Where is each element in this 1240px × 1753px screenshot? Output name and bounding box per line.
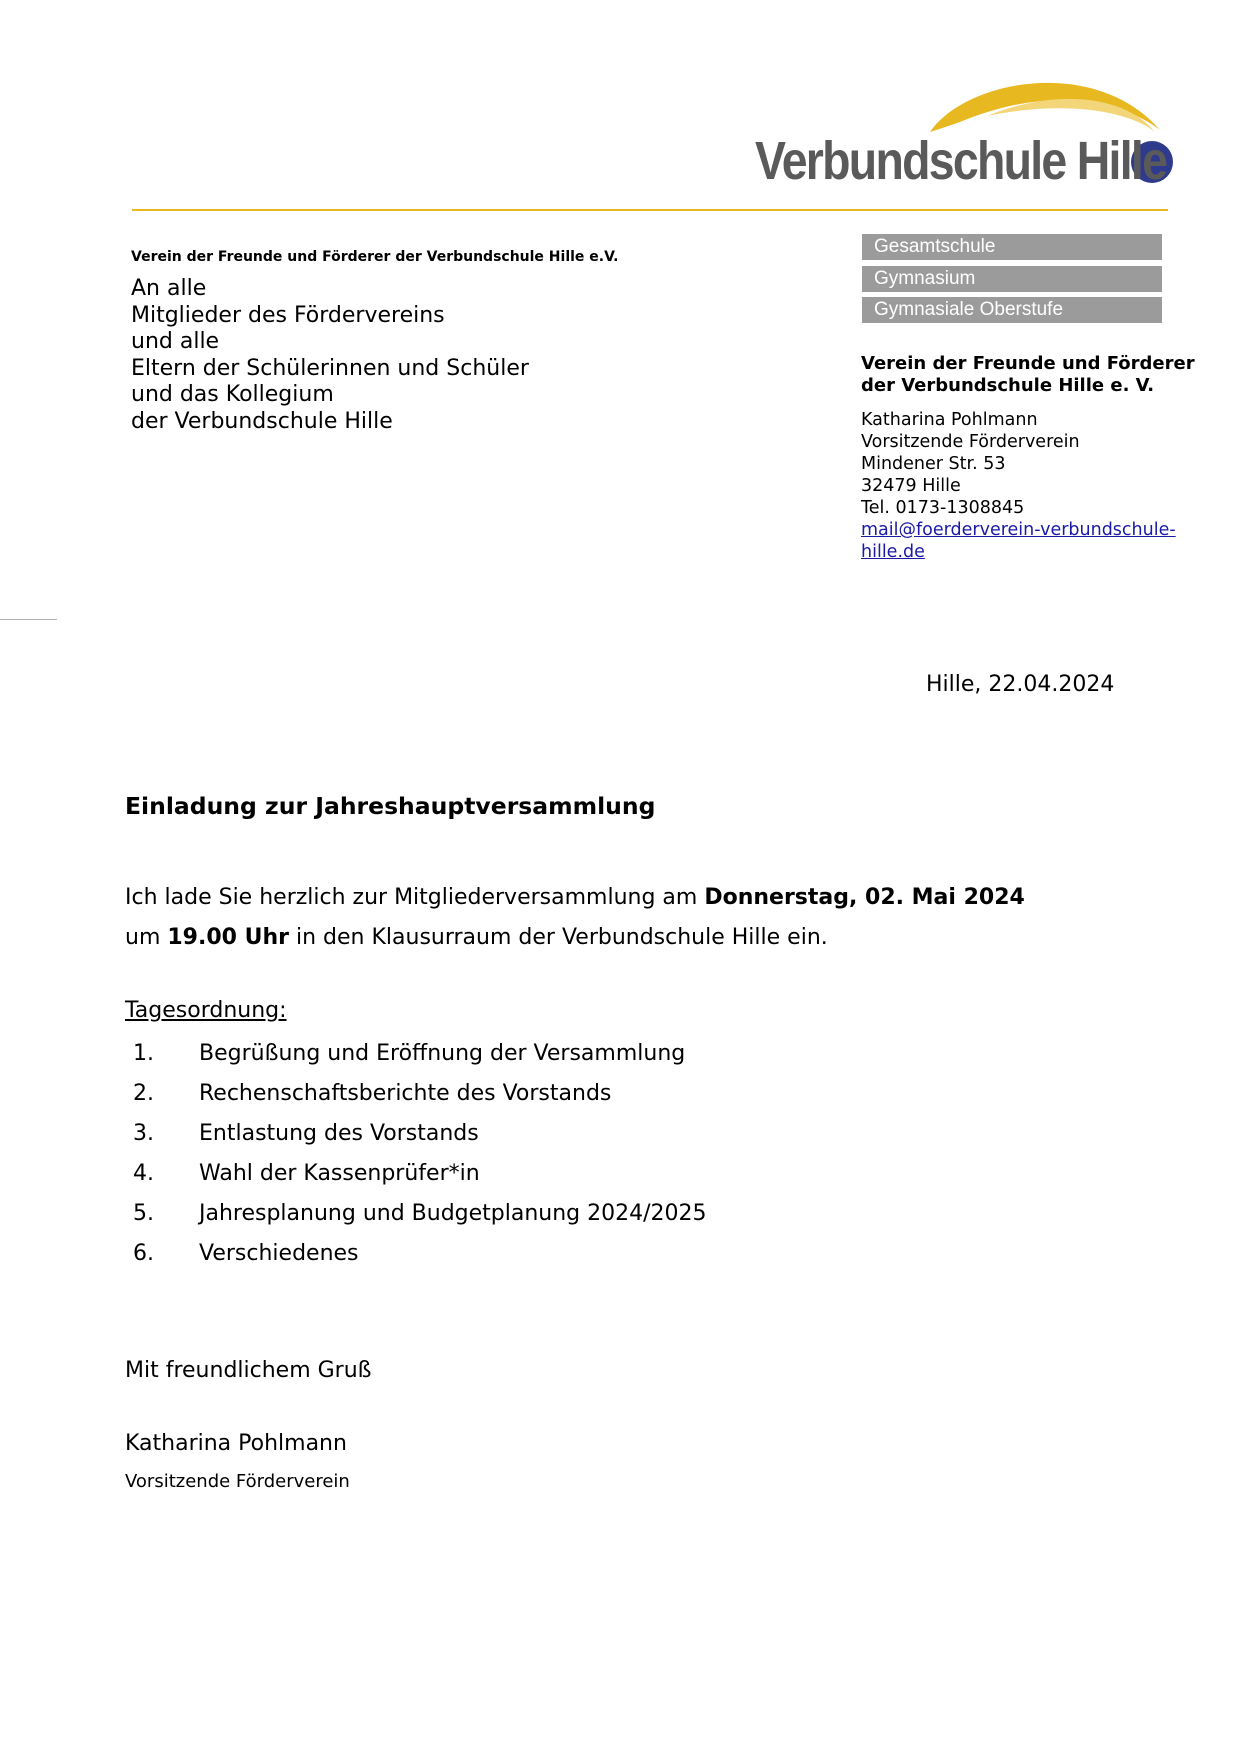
agenda-item — [125, 1034, 707, 1074]
contact-street: Mindener Str. 53 — [861, 454, 1006, 474]
sender-return-address: Verein der Freunde und Förderer der Verbundschule Hille e.V. — [131, 249, 619, 265]
agenda-text: Entlastung des Vorstands — [199, 1121, 479, 1146]
association-name-line: Verein der Freunde und Förderer — [861, 353, 1195, 374]
contact-details — [861, 409, 1195, 563]
contact-role: Vorsitzende Förderverein — [861, 432, 1080, 452]
recipient-address — [131, 276, 529, 436]
contact-name: Katharina Pohlmann — [861, 410, 1038, 430]
agenda-list — [125, 1034, 707, 1274]
contact-city: 32479 Hille — [861, 476, 961, 496]
agenda-number: 1. — [133, 1041, 154, 1066]
recipient-line: der Verbundschule Hille — [131, 408, 393, 434]
school-type-gymnasium: Gymnasium — [862, 266, 1162, 292]
closing-greeting: Mit freundlichem Gruß — [125, 1358, 372, 1383]
fold-mark — [0, 619, 57, 620]
body-line — [125, 878, 1025, 918]
agenda-text: Begrüßung und Eröffnung der Versammlung — [199, 1041, 686, 1066]
agenda-number: 3. — [133, 1121, 154, 1146]
agenda-item — [125, 1074, 707, 1114]
body-text: Ich lade Sie herzlich zur Mitgliederversammlung am — [125, 885, 705, 910]
body-text: in den Klausurraum der Verbundschule Hille ein. — [289, 925, 828, 950]
email-line: mail@foerderverein-verbundschule- — [861, 520, 1176, 540]
letter-date: Hille, 22.04.2024 — [926, 672, 1115, 697]
recipient-line: An alle — [131, 276, 207, 301]
agenda-number: 4. — [133, 1161, 154, 1186]
recipient-line: und alle — [131, 329, 220, 355]
recipient-line: Eltern der Schülerinnen und Schüler — [131, 355, 529, 381]
contact-phone: Tel. 0173-1308845 — [861, 498, 1025, 518]
agenda-item — [125, 1194, 707, 1234]
agenda-number: 2. — [133, 1081, 154, 1106]
school-types — [862, 234, 1162, 329]
email-line: hille.de — [861, 542, 925, 562]
association-name-line: der Verbundschule Hille e. V. — [861, 375, 1155, 396]
agenda-number: 5. — [133, 1201, 154, 1226]
agenda-item — [125, 1154, 707, 1194]
agenda-title: Tagesordnung: — [125, 998, 287, 1023]
signer-name: Katharina Pohlmann — [125, 1431, 347, 1456]
recipient-line: und das Kollegium — [131, 382, 334, 408]
school-type-gesamtschule: Gesamtschule — [862, 234, 1162, 260]
signer-role: Vorsitzende Förderverein — [125, 1471, 350, 1492]
logo-text: Verbundschule Hille — [755, 131, 1167, 191]
contact-block — [861, 353, 1195, 563]
meeting-time: 19.00 Uhr — [167, 925, 289, 950]
letter-subject: Einladung zur Jahreshauptversammlung — [125, 792, 656, 820]
header-rule — [132, 209, 1168, 211]
agenda-text: Wahl der Kassenprüfer*in — [199, 1161, 480, 1186]
contact-email-link[interactable] — [861, 520, 1176, 562]
body-text: um — [125, 925, 168, 950]
body-line — [125, 918, 1025, 958]
agenda-number: 6. — [133, 1241, 154, 1266]
agenda-text: Jahresplanung und Budgetplanung 2024/2025 — [199, 1201, 707, 1226]
meeting-date: Donnerstag, 02. Mai 2024 — [704, 885, 1025, 910]
recipient-line: Mitglieder des Fördervereins — [131, 302, 445, 328]
letter-body — [125, 878, 1025, 958]
school-type-oberstufe: Gymnasiale Oberstufe — [862, 297, 1162, 323]
agenda-text: Verschiedenes — [199, 1241, 359, 1266]
agenda-item — [125, 1234, 707, 1274]
agenda-text: Rechenschaftsberichte des Vorstands — [199, 1081, 612, 1106]
school-logo — [755, 70, 1175, 195]
agenda-item — [125, 1114, 707, 1154]
